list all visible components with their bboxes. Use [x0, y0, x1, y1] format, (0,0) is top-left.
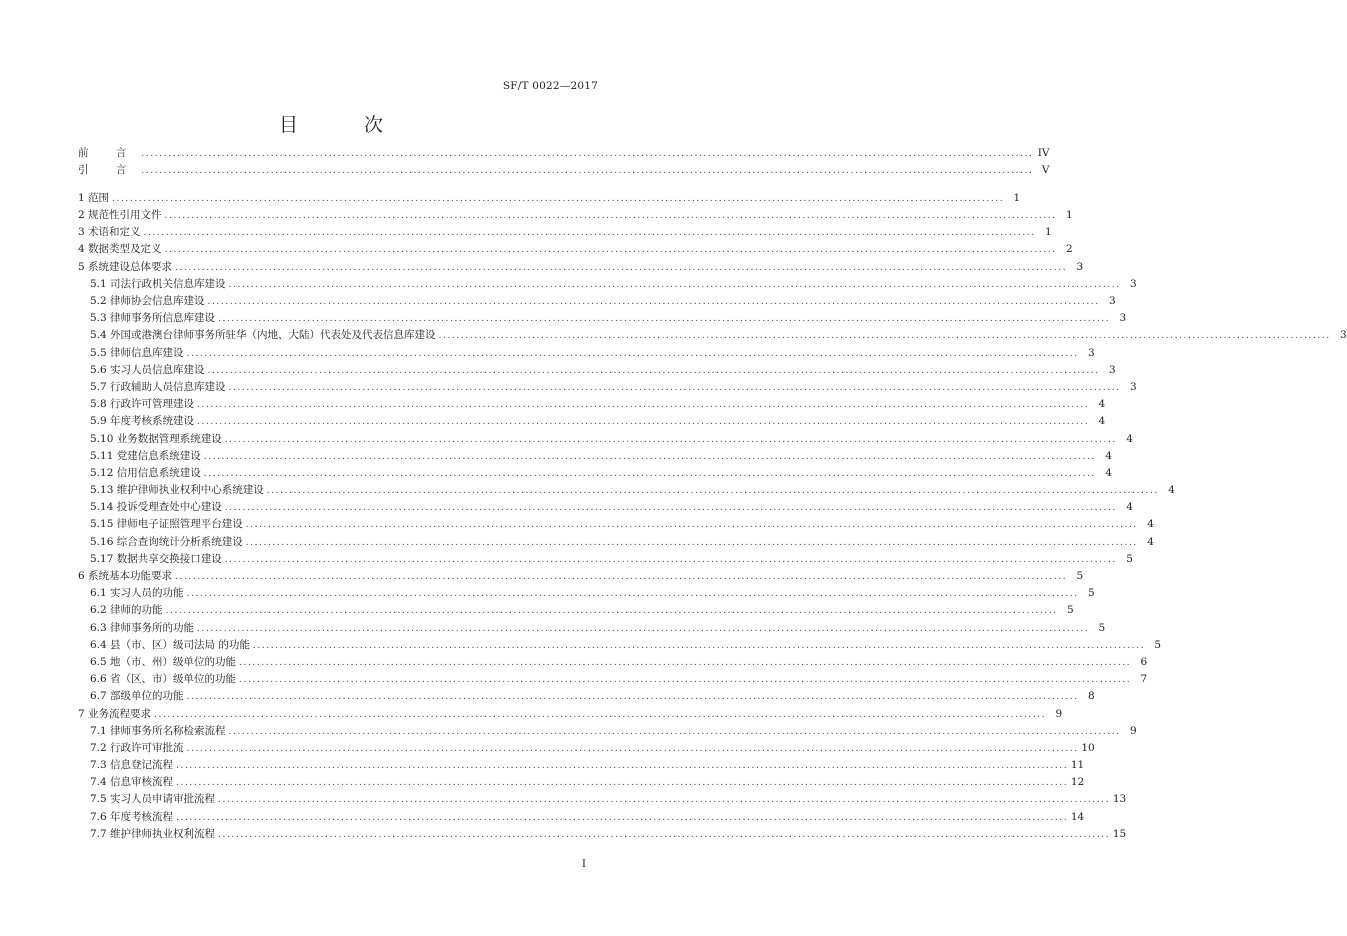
toc-entry-page: 4: [1147, 518, 1154, 531]
toc-entry-label: 5.13 维护律师执业权利中心系统建设: [90, 484, 264, 497]
toc-dot-leader: ........................................................................................................................................................................................................: [228, 382, 1121, 393]
toc-dot-leader: ........................................................................................................................................................................................................: [224, 503, 1117, 514]
toc-entry[interactable]: [78, 295, 1116, 313]
toc-entry-page: 3: [1119, 312, 1127, 325]
toc-dot-leader: ........................................................................................................................................................................................................: [186, 589, 1079, 600]
toc-entry-label: 5.5 律师信息库建设: [90, 346, 184, 359]
toc-entry-page: 3: [1340, 329, 1347, 342]
toc-dot-leader: ........................................................................................................................................................................................................: [197, 623, 1090, 634]
toc-dot-leader: ........................................................................................................................................................................................................: [207, 297, 1100, 307]
toc-dot-leader: ........................................................................................................................................................................................................: [203, 451, 1096, 462]
toc-entry-page: IV: [1037, 147, 1050, 159]
toc-entry-page: 4: [1105, 449, 1112, 462]
toc-entry[interactable]: [78, 449, 1112, 468]
toc-entry-page: 9: [1130, 724, 1137, 737]
toc-dot-leader: ........................................................................................................................................................................................................: [228, 726, 1121, 737]
toc-entry-page: 3: [1109, 363, 1116, 376]
toc-entry[interactable]: [78, 466, 1112, 485]
toc-entry-label: 6 系统基本功能要求: [78, 570, 173, 582]
toc-dot-leader: ........................................................................................................................................................................................................: [197, 417, 1090, 428]
toc-entry[interactable]: [78, 621, 1106, 640]
toc-entry-page: 5: [1076, 570, 1084, 582]
toc-dot-leader: ........................................................................................................................................................................................................: [245, 520, 1138, 531]
toc-entry-page: 6: [1140, 655, 1148, 668]
toc-entry-page: 4: [1105, 466, 1112, 479]
toc-dot-leader: ........................................................................................................................................................................................................: [239, 657, 1132, 668]
toc-entry[interactable]: [78, 363, 1116, 382]
toc-entry-page: 5: [1067, 604, 1074, 617]
toc-entry-label: 7.2 行政许可审批流: [90, 741, 184, 754]
toc-entry-page: 1: [1013, 191, 1021, 204]
toc-entry-label: 6.7 部级单位的功能: [90, 690, 184, 703]
toc-entry-label: 5.6 实习人员信息库建设: [90, 363, 205, 376]
toc-dot-leader: ........................................................................................................................................................................................................: [218, 314, 1111, 325]
toc-dot-leader: ........................................................................................................................................................................................................: [207, 365, 1100, 376]
toc-entry-label: 6.2 律师的功能: [90, 604, 163, 617]
toc-entry[interactable]: [78, 518, 1154, 536]
toc-dot-leader: ........................................................................................................................................................................................................: [143, 228, 1036, 239]
toc-entry-label: 5.4 外国或港澳台律师事务所驻华（内地、大陆）代表处及代表信息库建设: [90, 329, 436, 342]
toc-entry[interactable]: [78, 707, 1063, 726]
toc-entry-page: 3: [1130, 380, 1137, 393]
toc-dot-leader: ........................................................................................................................................................................................................: [218, 795, 1111, 806]
toc-entry-label: 6.3 律师事务所的功能: [90, 621, 195, 634]
table-of-contents: [78, 147, 1347, 846]
toc-entry-label: 5.11 党建信息系统建设: [90, 449, 201, 462]
toc-entry-label: 5.10 业务数据管理系统建设: [90, 432, 222, 445]
toc-entry-page: 5: [1098, 621, 1106, 634]
toc-entry-label: 7.1 律师事务所名称检索流程: [90, 724, 226, 737]
toc-entry-label: 5.14 投诉受理查处中心建设: [90, 501, 222, 514]
toc-entry[interactable]: [78, 260, 1084, 279]
toc-dot-leader: ........................................................................................................................................................................................................: [186, 692, 1079, 703]
toc-dot-leader: ........................................................................................................................................................................................................: [176, 778, 1069, 789]
toc-entry-page: V: [1041, 164, 1050, 177]
toc-entry-label: 5.12 信用信息系统建设: [90, 466, 201, 479]
toc-entry-label: 5.3 律师事务所信息库建设: [90, 312, 216, 325]
toc-dot-leader: ........................................................................................................................................................................................................: [141, 149, 1034, 159]
toc-entry-label: 5.1 司法行政机关信息库建设: [90, 277, 226, 290]
toc-entry-label: 引 言: [78, 164, 139, 177]
toc-entry[interactable]: [78, 329, 1347, 347]
toc-entry[interactable]: [78, 209, 1073, 227]
toc-dot-leader: ........................................................................................................................................................................................................: [224, 554, 1117, 565]
toc-entry[interactable]: [78, 535, 1154, 554]
toc-entry[interactable]: [78, 776, 1085, 794]
toc-dot-leader: ........................................................................................................................................................................................................: [176, 761, 1069, 772]
toc-entry[interactable]: [78, 587, 1095, 605]
toc-entry-page: 2: [1066, 243, 1073, 256]
toc-dot-leader: ........................................................................................................................................................................................................: [245, 537, 1138, 548]
toc-entry-label: 4 数据类型及定义: [78, 243, 162, 256]
toc-entry[interactable]: [78, 638, 1162, 657]
toc-entry-page: 15: [1112, 827, 1127, 840]
toc-entry[interactable]: [78, 432, 1133, 451]
toc-entry-page: 3: [1076, 260, 1084, 273]
toc-dot-leader: ........................................................................................................................................................................................................: [176, 812, 1069, 823]
toc-entry-page: 4: [1098, 415, 1106, 428]
toc-entry-label: 5.17 数据共享交换接口建设: [90, 552, 222, 565]
toc-entry-page: 3: [1109, 295, 1116, 307]
footer-page-number: I: [581, 858, 586, 870]
toc-entry-page: 4: [1126, 432, 1133, 445]
toc-dot-leader: ........................................................................................................................................................................................................: [164, 211, 1057, 222]
toc-dot-leader: ........................................................................................................................................................................................................: [239, 675, 1132, 686]
toc-entry-page: 14: [1070, 810, 1085, 823]
toc-entry-label: 6.4 县（市、区）级司法局 的功能: [90, 638, 250, 651]
toc-entry-label: 5 系统建设总体要求: [78, 260, 173, 273]
toc-dot-leader: ........................................................................................................................................................................................................: [266, 486, 1159, 497]
toc-entry-label: 3 术语和定义: [78, 226, 141, 239]
toc-dot-leader: ........................................................................................................................................................................................................: [165, 606, 1058, 617]
toc-entry-label: 6.5 地（市、州）级单位的功能: [90, 655, 237, 668]
toc-entry[interactable]: [78, 810, 1085, 829]
toc-entry-page: 12: [1070, 776, 1085, 789]
toc-entry-page: 5: [1126, 552, 1133, 565]
toc-entry-label: 5.2 律师协会信息库建设: [90, 295, 205, 307]
toc-entry[interactable]: [78, 164, 1050, 182]
standard-code: SF/T 0022—2017: [502, 80, 598, 92]
toc-entry-label: 5.15 律师电子证照管理平台建设: [90, 518, 243, 531]
toc-dot-leader: ........................................................................................................................................................................................................: [186, 348, 1079, 359]
toc-dot-leader: ........................................................................................................................................................................................................: [175, 572, 1068, 582]
toc-entry[interactable]: [78, 604, 1074, 622]
toc-entry[interactable]: [78, 398, 1106, 416]
toc-entry[interactable]: [78, 191, 1021, 210]
toc-entry-label: 2 规范性引用文件: [78, 209, 162, 222]
toc-entry-label: 1 范围: [78, 191, 110, 204]
toc-entry[interactable]: [78, 346, 1095, 365]
toc-entry[interactable]: [78, 827, 1127, 846]
toc-entry-page: 5: [1088, 587, 1095, 600]
toc-entry[interactable]: [78, 277, 1137, 296]
toc-entry-page: 4: [1126, 501, 1133, 514]
toc-entry-page: 4: [1098, 398, 1106, 411]
toc-dot-leader: ........................................................................................................................................................................................................: [203, 468, 1096, 479]
toc-entry-label: 6.6 省（区、市）级单位的功能: [90, 673, 237, 686]
toc-dot-leader: ........................................................................................................................................................................................................: [112, 193, 1005, 204]
toc-entry[interactable]: [78, 724, 1137, 743]
toc-entry[interactable]: [78, 570, 1084, 588]
toc-dot-leader: ........................................................................................................................................................................................................: [175, 262, 1068, 273]
toc-dot-leader: ........................................................................................................................................................................................................: [154, 709, 1047, 720]
toc-entry[interactable]: [78, 380, 1137, 399]
toc-entry-label: 5.9 年度考核系统建设: [90, 415, 195, 428]
toc-entry-page: 3: [1088, 346, 1095, 359]
toc-entry[interactable]: [78, 501, 1133, 519]
toc-entry-page: 10: [1081, 741, 1095, 754]
toc-entry-page: 7: [1140, 673, 1148, 686]
toc-dot-leader: ........................................................................................................................................................................................................: [252, 640, 1146, 651]
toc-entry-label: 前 言: [78, 147, 139, 159]
toc-dot-leader: ........................................................................................................................................................................................................: [164, 245, 1057, 256]
toc-entry[interactable]: [78, 243, 1073, 261]
toc-entry-page: 5: [1154, 638, 1162, 651]
toc-entry[interactable]: [78, 415, 1106, 433]
toc-entry[interactable]: [78, 312, 1127, 330]
toc-dot-leader: ........................................................................................................................................................................................................: [228, 279, 1121, 290]
toc-dot-leader: ........................................................................................................................................................................................................: [438, 331, 1331, 342]
toc-entry-label: 7.5 实习人员申请审批流程: [90, 793, 216, 806]
toc-dot-leader: ........................................................................................................................................................................................................: [224, 434, 1117, 445]
toc-entry[interactable]: [78, 741, 1095, 760]
toc-entry-label: 7.7 维护律师执业权利流程: [90, 827, 216, 840]
toc-entry-page: 11: [1070, 759, 1085, 772]
toc-dot-leader: ........................................................................................................................................................................................................: [218, 829, 1111, 840]
toc-entry[interactable]: [78, 655, 1148, 674]
toc-entry[interactable]: [78, 673, 1148, 691]
page-title: 目 次: [278, 114, 414, 136]
toc-dot-leader: ........................................................................................................................................................................................................: [141, 166, 1034, 177]
toc-entry-page: 1: [1066, 209, 1073, 222]
toc-entry-label: 5.16 综合查询统计分析系统建设: [90, 535, 243, 548]
toc-entry-page: 4: [1147, 535, 1154, 548]
toc-entry-page: 3: [1130, 277, 1137, 290]
toc-entry-label: 5.7 行政辅助人员信息库建设: [90, 380, 226, 393]
toc-entry-page: 13: [1112, 793, 1127, 806]
toc-entry[interactable]: [78, 759, 1085, 777]
toc-entry[interactable]: [78, 690, 1095, 708]
toc-entry-label: 7.3 信息登记流程: [90, 759, 174, 772]
toc-dot-leader: ........................................................................................................................................................................................................: [197, 400, 1090, 411]
toc-entry-label: 5.8 行政许可管理建设: [90, 398, 195, 411]
toc-entry-page: 8: [1088, 690, 1095, 703]
toc-entry-label: 7.6 年度考核流程: [90, 810, 174, 823]
toc-entry-page: 9: [1055, 707, 1063, 720]
toc-entry[interactable]: [78, 793, 1127, 811]
toc-entry-label: 7.4 信息审核流程: [90, 776, 174, 789]
toc-entry[interactable]: [78, 147, 1050, 165]
toc-entry[interactable]: [78, 226, 1052, 244]
toc-entry-label: 6.1 实习人员的功能: [90, 587, 184, 600]
toc-entry-label: 7 业务流程要求: [78, 707, 152, 720]
toc-entry-page: 4: [1168, 484, 1175, 497]
toc-entry[interactable]: [78, 552, 1133, 571]
toc-dot-leader: ........................................................................................................................................................................................................: [186, 743, 1079, 754]
toc-entry[interactable]: [78, 484, 1175, 502]
toc-entry-page: 1: [1045, 226, 1052, 239]
